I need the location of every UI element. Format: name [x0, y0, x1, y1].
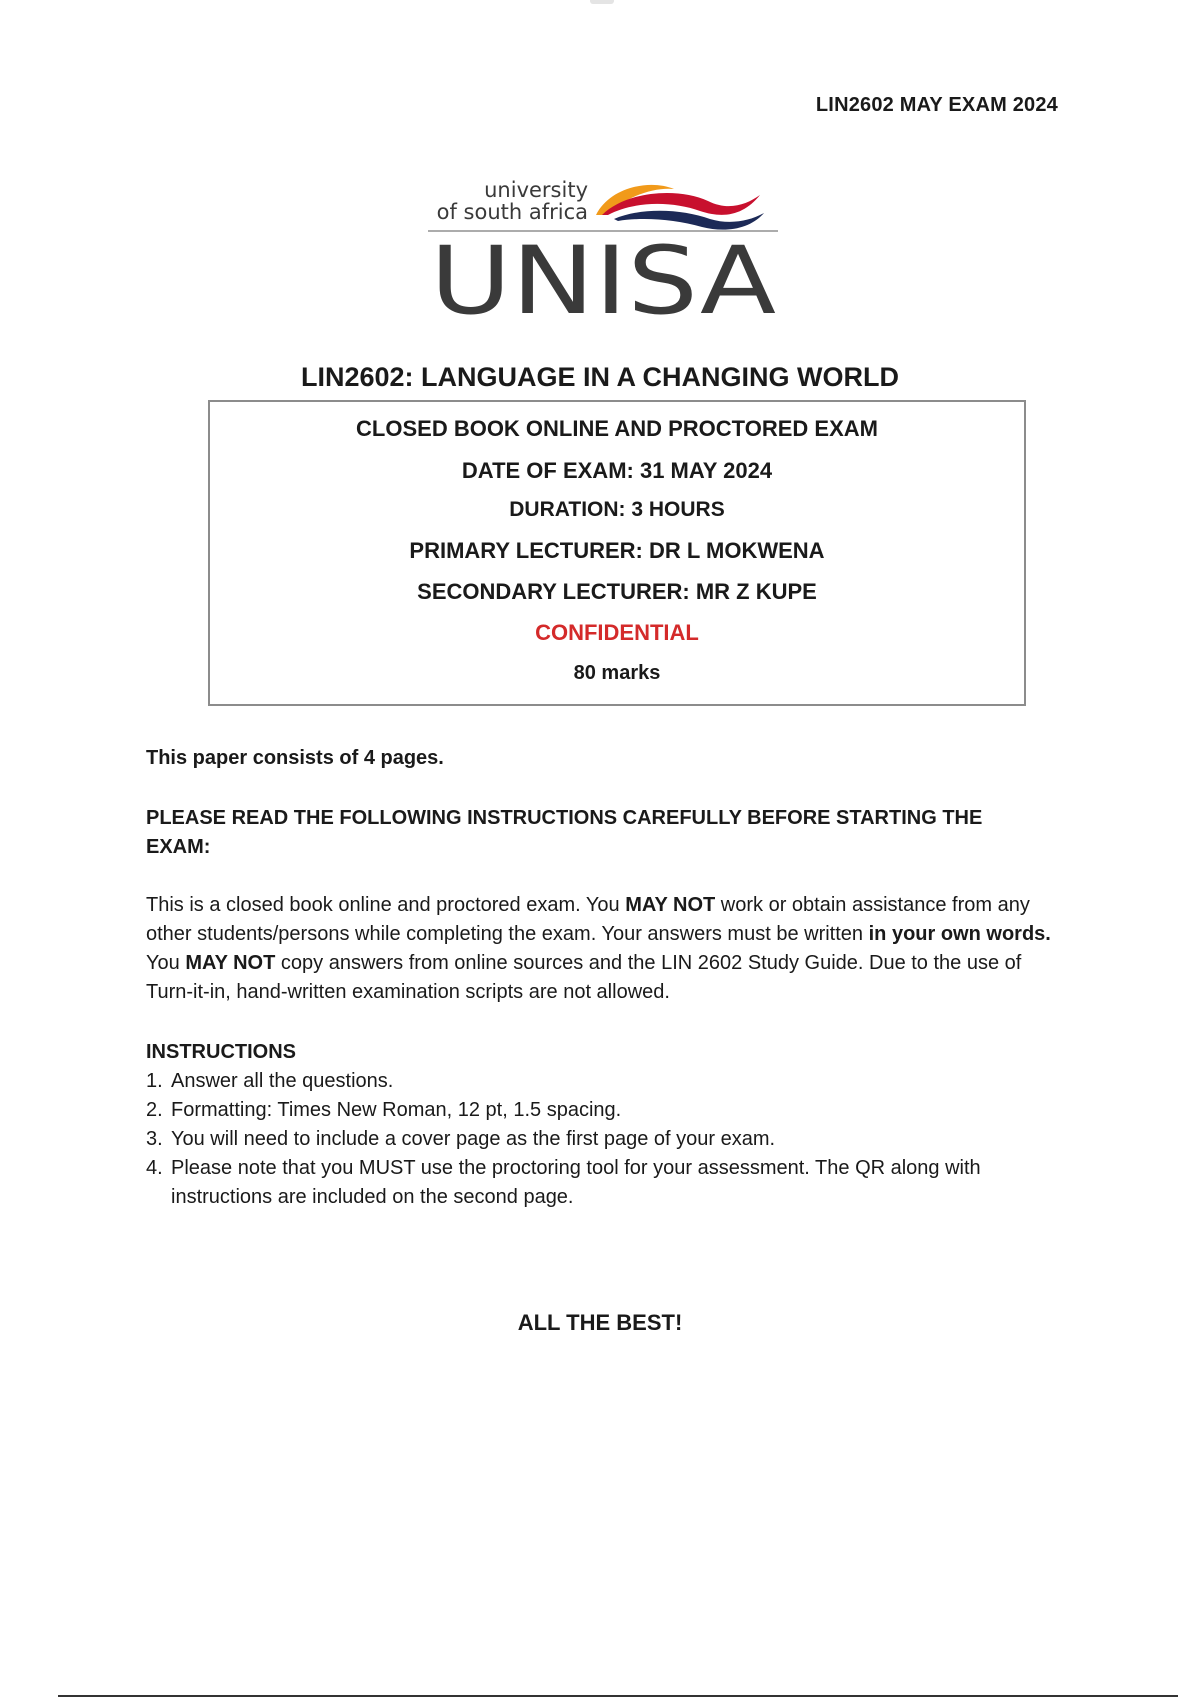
scroll-indicator	[590, 0, 614, 4]
list-item: 2. Formatting: Times New Roman, 12 pt, 1.5 spacing.	[146, 1099, 622, 1121]
page-bottom-rule	[58, 1695, 1178, 1697]
exam-type: CLOSED BOOK ONLINE AND PROCTORED EXAM	[356, 416, 878, 441]
logo-university-text: university	[484, 178, 588, 202]
read-instructions-notice: PLEASE READ THE FOLLOWING INSTRUCTIONS CAREFULLY BEFORE STARTING THE EXAM:	[146, 807, 983, 858]
exam-date: DATE OF EXAM: 31 MAY 2024	[461, 458, 773, 483]
logo-swoosh-mark	[596, 185, 764, 230]
closing-message: ALL THE BEST!	[517, 1310, 683, 1335]
exam-rules-paragraph: This is a closed book online and proctored exam. You MAY NOT work or obtain assistance from any other students/persons while completing the exam. Your answers must be written in your own words. You MAY NOT copy answers from online sources and the LIN 2602 Study Guide. Due to the use of Turn-it-in, hand-written examination scripts are not allowed.	[146, 894, 1051, 1003]
logo-south-africa-text: of south africa	[436, 200, 588, 224]
page-count-note: This paper consists of 4 pages.	[146, 747, 444, 769]
unisa-logo	[428, 175, 778, 320]
instructions-list	[146, 1067, 1058, 1212]
secondary-lecturer: SECONDARY LECTURER: MR Z KUPE	[417, 579, 817, 604]
exam-info-box	[208, 400, 1026, 706]
list-item: 4. Please note that you MUST use the proctoring tool for your assessment. The QR along with instructions are included on the second page.	[146, 1157, 981, 1208]
exam-duration: DURATION: 3 HOURS	[509, 498, 725, 521]
confidential-label: CONFIDENTIAL	[535, 620, 699, 645]
exam-reference: LIN2602 MAY EXAM 2024	[815, 94, 1058, 116]
primary-lecturer: PRIMARY LECTURER: DR L MOKWENA	[409, 538, 825, 563]
logo-wordmark: UNISA	[430, 227, 776, 320]
list-item: 1. Answer all the questions.	[146, 1070, 394, 1092]
course-title: LIN2602: LANGUAGE IN A CHANGING WORLD	[300, 362, 900, 392]
instructions-heading: INSTRUCTIONS	[146, 1041, 296, 1063]
total-marks: 80 marks	[573, 662, 661, 684]
list-item: 3. You will need to include a cover page as the first page of your exam.	[146, 1128, 776, 1150]
